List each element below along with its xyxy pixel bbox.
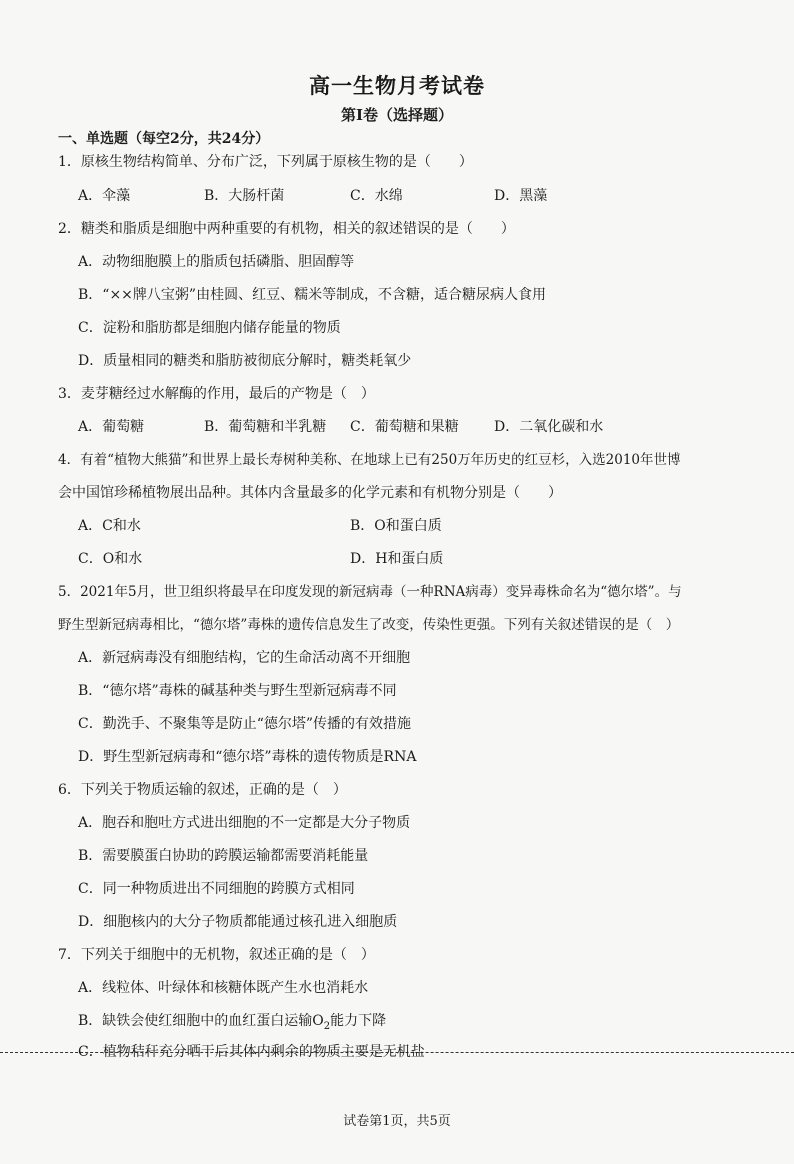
question-4-option-d: D．H和蛋白质	[350, 551, 444, 567]
question-5-stem-line2: 野生型新冠病毒相比，“德尔塔”毒株的遗传信息发生了改变，传染性更强。下列有关叙述错误的是（ ）	[58, 617, 680, 633]
question-3-option-d: D．二氧化碳和水	[494, 419, 604, 435]
subscript-2: 2	[323, 1020, 331, 1032]
question-7-option-a: A．线粒体、叶绿体和核糖体既产生水也消耗水	[78, 980, 369, 996]
question-7-stem: 7．下列关于细胞中的无机物，叙述正确的是（ ）	[58, 947, 375, 963]
question-6-option-b: B．需要膜蛋白协助的跨膜运输都需要消耗能量	[78, 848, 369, 864]
question-1-stem: 1．原核生物结构简单、分布广泛，下列属于原核生物的是（ ）	[58, 154, 473, 170]
question-6-stem: 6．下列关于物质运输的叙述，正确的是（ ）	[58, 782, 347, 798]
question-5-option-d: D．野生型新冠病毒和“德尔塔”毒株的遗传物质是RNA	[78, 749, 417, 765]
question-1-option-d: D．黑藻	[494, 188, 548, 204]
question-5-stem-line1: 5．2021年5月，世卫组织将最早在印度发现的新冠病毒（一种RNA病毒）变异毒株命名为“德尔塔”。与	[58, 584, 682, 600]
question-2-option-d: D．质量相同的糖类和脂肪被彻底分解时，糖类耗氧少	[78, 353, 412, 369]
question-2-option-a: A．动物细胞膜上的脂质包括磷脂、胆固醇等	[78, 254, 355, 270]
question-3-option-c: C．葡萄糖和果糖	[350, 419, 459, 435]
question-3-option-b: B．葡萄糖和半乳糖	[204, 419, 327, 435]
question-6-option-d: D．细胞核内的大分子物质都能通过核孔进入细胞质	[78, 914, 398, 930]
question-5-option-c: C．勤洗手、不聚集等是防止“德尔塔”传播的有效措施	[78, 716, 412, 732]
question-7-option-c: C．植物秸秆充分晒干后其体内剩余的物质主要是无机盐	[78, 1044, 425, 1060]
question-7-option-b-text: B．缺铁会使红细胞中的血红蛋白运输O	[78, 1013, 324, 1029]
question-1-option-b: B．大肠杆菌	[204, 188, 285, 204]
question-4-option-b: B．O和蛋白质	[350, 518, 442, 534]
question-3-option-a: A．葡萄糖	[78, 419, 145, 435]
question-2-option-c: C．淀粉和脂肪都是细胞内储存能量的物质	[78, 320, 341, 336]
page-footer: 试卷第1页，共5页	[343, 1114, 451, 1129]
question-2-stem: 2．糖类和脂质是细胞中两种重要的有机物，相关的叙述错误的是（ ）	[58, 221, 515, 237]
question-3-stem: 3．麦芽糖经过水解酶的作用，最后的产物是（ ）	[58, 386, 375, 402]
question-6-option-a: A．胞吞和胞吐方式进出细胞的不一定都是大分子物质	[78, 815, 411, 831]
question-7-option-b	[78, 1011, 386, 1037]
question-4-stem-line2: 会中国馆珍稀植物展出品种。其体内含量最多的化学元素和有机物分别是（ ）	[58, 485, 562, 501]
question-5-option-b: B．“德尔塔”毒株的碱基种类与野生型新冠病毒不同	[78, 683, 397, 699]
question-4-stem-line1: 4．有着“植物大熊猫”和世界上最长寿树种美称、在地球上已有250万年历史的红豆杉，入选2010年世博	[58, 452, 681, 468]
question-6-option-c: C．同一种物质进出不同细胞的跨膜方式相同	[78, 881, 355, 897]
section-heading: 一、单选题（每空2分，共24分）	[58, 131, 270, 147]
question-7-option-b-text-end: 能力下降	[330, 1013, 387, 1029]
question-4-option-a: A．C和水	[78, 518, 141, 534]
question-4-option-c: C．O和水	[78, 551, 143, 567]
exam-title: 高一生物月考试卷	[309, 73, 485, 98]
question-5-option-a: A．新冠病毒没有细胞结构，它的生命活动离不开细胞	[78, 650, 411, 666]
question-1-option-a: A．伞藻	[78, 188, 131, 204]
question-1-option-c: C．水绵	[350, 188, 403, 204]
exam-subtitle: 第Ⅰ卷（选择题）	[340, 106, 454, 124]
question-2-option-b: B．“××牌八宝粥”由桂圆、红豆、糯米等制成，不含糖，适合糖尿病人食用	[78, 287, 547, 303]
